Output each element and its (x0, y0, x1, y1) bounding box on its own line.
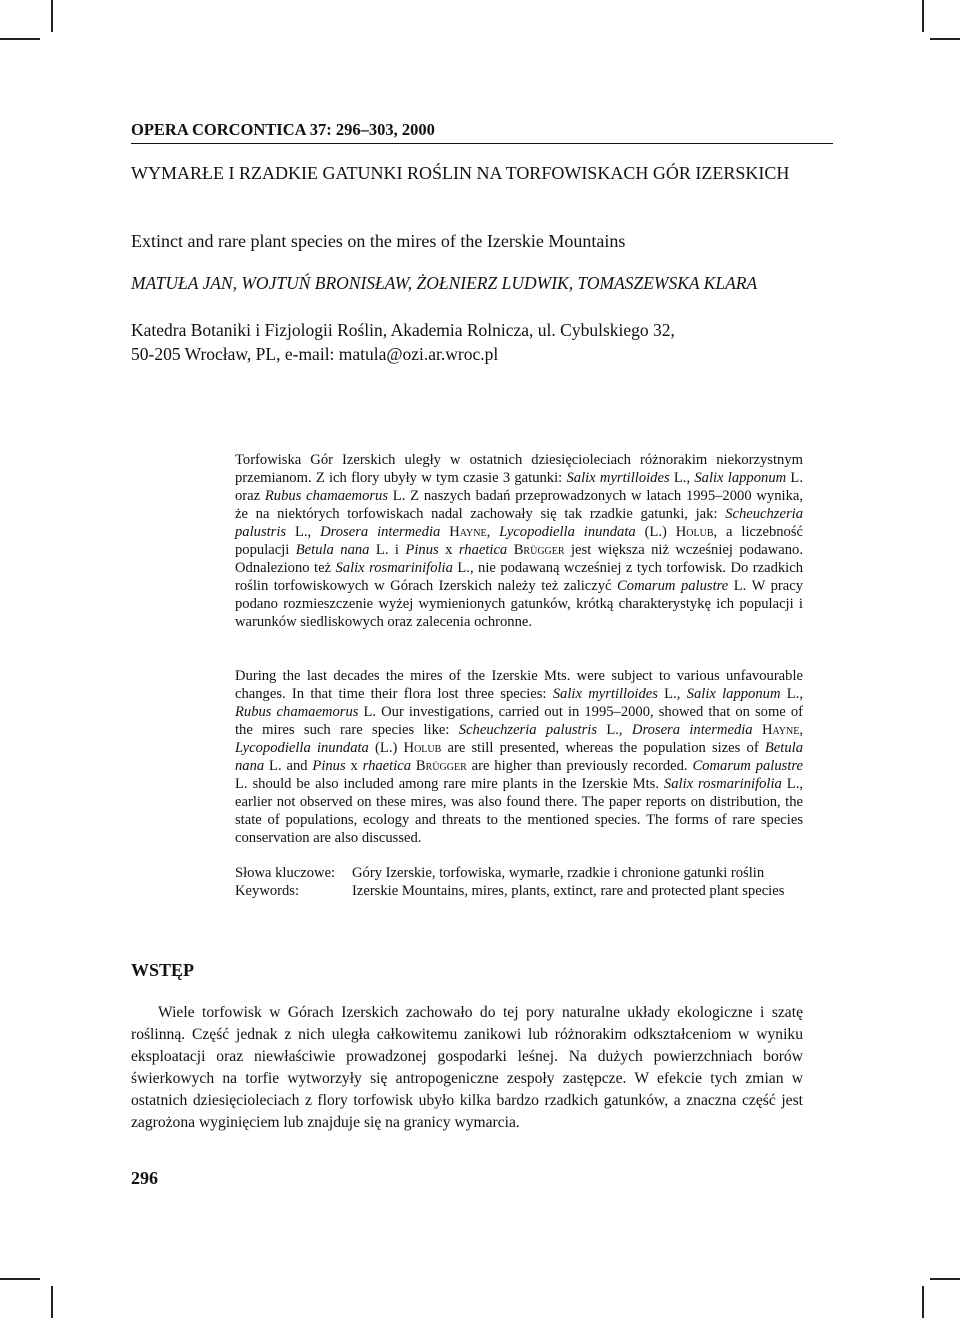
affiliation-line-1: Katedra Botaniki i Fizjologii Roślin, Akademia Rolnicza, ul. Cybulskiego 32, (131, 320, 675, 340)
affiliation-line-2: 50-205 Wrocław, PL, e-mail: matula@ozi.ar.wroc.pl (131, 344, 499, 364)
journal-header: OPERA CORCONTICA 37: 296–303, 2000 (131, 120, 435, 139)
keywords-english (235, 882, 784, 900)
abstract-polish: Torfowiska Gór Izerskich uległy w ostatnich dziesięcioleciach różnorakim niekorzystnym przemianom. Z ich flory ubyły w tym czasie 3 gatunki: Salix myrtilloides L., Salix lapponum L. oraz Rubus chamaemorus L. Z naszych badań przeprowadzonych w latach 1995–2000 wynika, że na niektórych torfowiskach nadal zachowały się tak rzadkie gatunki, jak: Scheuchzeria palustris L., Drosera intermedia Hayne, Lycopodiella inundata (L.) Holub, a liczebność populacji Betula nana L. i Pinus x rhaetica Brügger jest większa niż wcześniej podawano. Odnaleziono też Salix rosmarinifolia L., nie podawaną wcześniej z tych torfowisk. Do rzadkich roślin torfowiskowych w Górach Izerskich należy też zaliczyć Comarum palustre L. W pracy podano rozmieszczenie wyżej wymienionych gatunków, krótką charakterystykę ich populacji i warunków siedliskowych oraz zalecenia ochronne. (235, 452, 804, 630)
crop-mark-tl-h (0, 38, 40, 40)
title-polish: WYMARŁE I RZADKIE GATUNKI ROŚLIN NA TORFOWISKACH GÓR IZERSKICH (131, 163, 790, 183)
crop-mark-bl-v (51, 1286, 53, 1318)
keywords-polish-text: Góry Izerskie, torfowiska, wymarłe, rzadkie i chronione gatunki roślin (352, 865, 765, 881)
affiliation (131, 318, 831, 366)
crop-mark-tr-v (922, 0, 924, 32)
keywords-english-label: Keywords: (235, 883, 300, 899)
crop-mark-br-h (930, 1278, 960, 1280)
crop-mark-bl-h (0, 1278, 40, 1280)
crop-mark-br-v (922, 1286, 924, 1318)
keywords-polish-label: Słowa kluczowe: (235, 865, 336, 881)
intro-paragraph: Wiele torfowisk w Górach Izerskich zachowało do tej pory naturalne układy ekologiczne i szatę roślinną. Część jednak z nich uległa całkowitemu zanikowi lub różnorakim odkształceniom w wyniku eksploatacji oraz niewłaściwie prowadzonej gospodarki leśnej. Na dużych powierzchniach borów świerkowych na torfie wytworzyły się antropogeniczne zespoły zastępcze. W efekcie tych zmian w ostatnich dziesięcioleciach z flory torfowisk ubyło kilka bardzo rzadkich gatunków, a znaczna część jest zagrożona wyginięciem lub znajduje się na granicy wymarcia. (131, 1004, 803, 1131)
page-number: 296 (131, 1168, 158, 1188)
title-english: Extinct and rare plant species on the mires of the Izerskie Mountains (131, 231, 626, 251)
journal-header-rule (131, 143, 833, 144)
section-heading: WSTĘP (131, 960, 195, 980)
crop-mark-tr-h (930, 38, 960, 40)
abstract-english: During the last decades the mires of the Izerskie Mts. were subject to various unfavourable changes. In that time their flora lost three species: Salix myrtilloides L., Salix lapponum L., Rubus chamaemorus L. Our investigations, carried out in 1995–2000, showed that on some of the mires such rare species like: Scheuchzeria palustris L., Drosera intermedia Hayne, Lycopodiella inundata (L.) Holub are still presented, whereas the population sizes of Betula nana L. and Pinus x rhaetica Brügger are higher than previously recorded. Comarum palustre L. should be also included among rare mire plants in the Izerskie Mts. Salix rosmarinifolia L., earlier not observed on these mires, was also found there. The paper reports on distribution, the state of populations, ecology and threats to the mentioned species. The forms of rare species conservation are also discussed. (235, 668, 804, 846)
keywords-polish (235, 864, 764, 882)
crop-mark-tl-v (51, 0, 53, 32)
authors: MATUŁA JAN, WOJTUŃ BRONISŁAW, ŻOŁNIERZ LUDWIK, TOMASZEWSKA KLARA (131, 273, 758, 293)
keywords-english-text: Izerskie Mountains, mires, plants, extinct, rare and protected plant species (352, 883, 785, 899)
